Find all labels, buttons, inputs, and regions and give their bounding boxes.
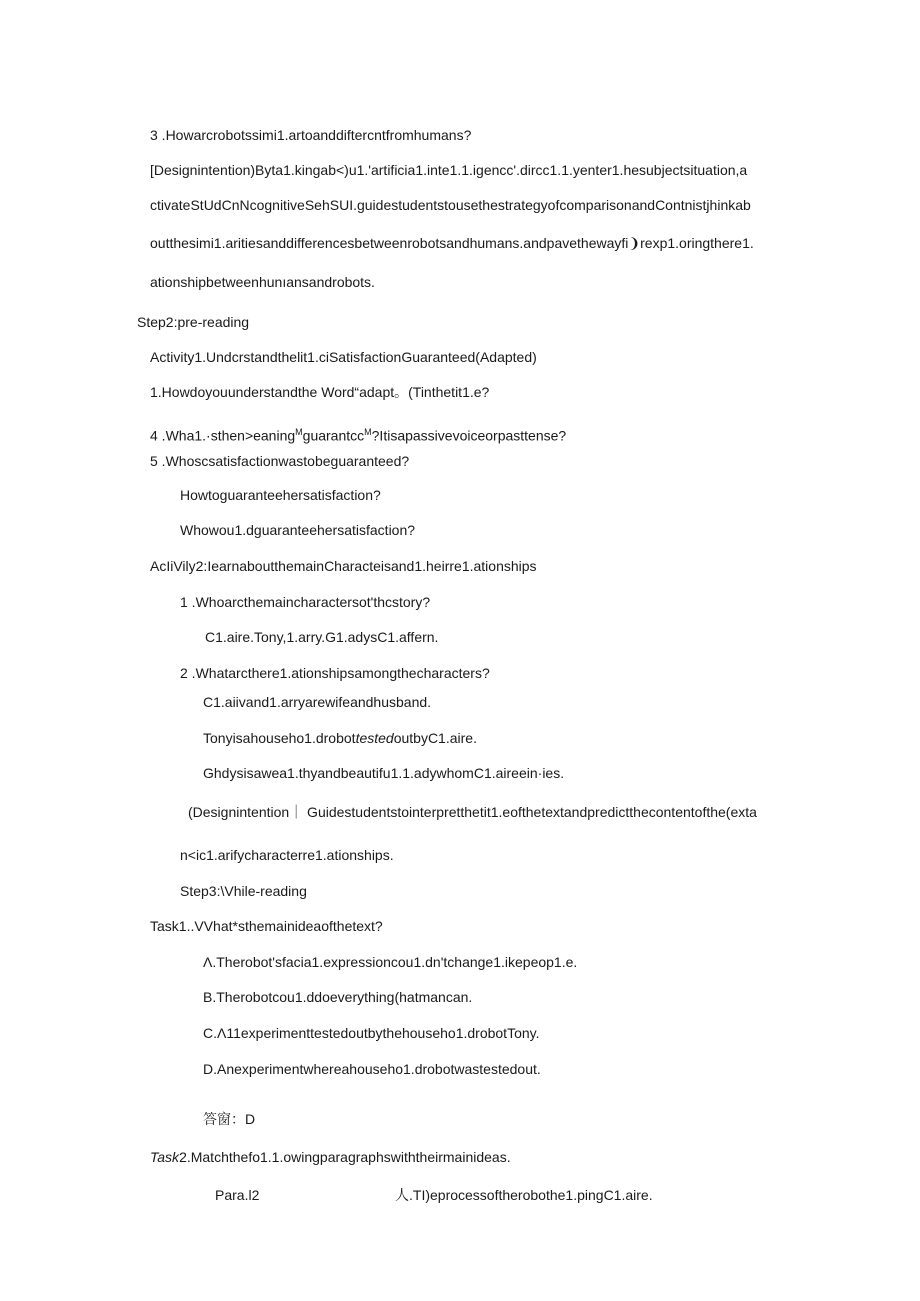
question-4-mid: guarantcc xyxy=(302,427,365,444)
question-4-sup-1: M xyxy=(295,427,303,437)
design-intention-1-line-2: ctivateStUdCnNcognitiveSehSUI.guidestudentstousethestrategyofcomparisonandContnistjhinkab xyxy=(150,197,751,213)
question-3: 3 .Howarcrobotssimi1.artoanddiftercntfromhumans? xyxy=(150,127,472,143)
question-4-pre: 4 .Wha1.·sthen>eaning xyxy=(150,427,296,444)
relationship-2-post: outbyC1.aire. xyxy=(393,730,477,746)
option-c: C.Λ11experimenttestedoutbythehouseho1.drobotTony. xyxy=(203,1025,540,1041)
option-d: D.Anexperimentwhereahouseho1.drobotwastestedout. xyxy=(203,1061,541,1077)
relationship-2-pre: Tonyisahouseho1.drobot xyxy=(203,730,356,746)
activity-2-question-2: 2 .Whatarcthere1.ationshipsamongthecharacters? xyxy=(180,665,490,681)
question-4-post: ?Itisapassivevoiceorpasttense? xyxy=(371,427,567,444)
design-intention-1-line-3: outthesimi1.aritiesanddifferencesbetweenrobotsandhumans.andpavethewayfi❩rexp1.oringthere1. xyxy=(150,235,754,251)
question-5: 5 .Whoscsatisfactionwastobeguaranteed? xyxy=(150,453,410,469)
question-4-sup-2: M xyxy=(364,427,372,437)
design-intention-1-line-4: ationshipbetweenhunıansandrobots. xyxy=(150,274,375,290)
relationship-3: Ghdysisawea1.thyandbeautifu1.1.adywhomC1.aireein·ies. xyxy=(203,765,565,781)
design-intention-2-line-2: n<ic1.arifycharacterre1.ationships. xyxy=(180,847,394,863)
task-2-rest: 2.Matchthefo1.1.owingparagraphswiththeirmainideas. xyxy=(179,1149,511,1165)
relationship-2 xyxy=(203,729,477,747)
step-2-heading: Step2:pre-reading xyxy=(137,314,250,330)
question-5-sub-1: Howtoguaranteehersatisfaction? xyxy=(180,487,381,503)
task-1-heading: Task1..VVhat*sthemainideaofthetext? xyxy=(150,918,383,934)
answer: 答窗：D xyxy=(203,1111,256,1127)
option-b: B.Therobotcou1.ddoeverything(hatmancan. xyxy=(203,989,473,1005)
question-4 xyxy=(150,423,566,445)
paragraph-label: Para.l2 xyxy=(215,1187,260,1203)
activity-1-heading: Activity1.Undcrstandthelit1.ciSatisfactionGuaranteed(Adapted) xyxy=(150,349,537,365)
task-2-heading xyxy=(150,1148,511,1166)
question-5-sub-2: Whowou1.dguaranteehersatisfaction? xyxy=(180,522,416,538)
activity-2-heading: AcIiVily2:IearnaboutthemainCharacteisand1.heirre1.ationships xyxy=(150,558,537,574)
option-a: Λ.Therobot'sfacia1.expressioncou1.dn'tchange1.ikepeop1.e. xyxy=(203,954,578,970)
step-3-heading: Step3:\Vhile-reading xyxy=(180,883,307,899)
activity-2-answer-1: C1.aire.Tony,1.arry.G1.adysC1.affern. xyxy=(205,629,439,645)
paragraph-main-idea: 人.TI)eprocessoftherobothe1.pingC1.aire. xyxy=(395,1187,653,1203)
relationship-2-italic: tested xyxy=(355,730,394,746)
relationship-1: C1.aiivand1.arryarewifeandhusband. xyxy=(203,694,432,710)
design-intention-1-line-1: [Designintention)Byta1.kingab<)u1.'artificia1.inte1.1.igencc'.dircc1.1.yenter1.hesubjectsituation,a xyxy=(150,162,748,178)
activity-2-question-1: 1 .Whoarcthemaincharactersot'thcstory? xyxy=(180,594,431,610)
design-intention-2-line-1: (Designintention｜ Guidestudentstointerpretthetit1.eofthetextandpredictthecontentofthe(exta xyxy=(188,804,757,820)
question-1: 1.Howdoyouunderstandthe Word“adapt。(Tinthetit1.e? xyxy=(150,384,490,400)
task-2-italic: Task xyxy=(150,1149,180,1165)
